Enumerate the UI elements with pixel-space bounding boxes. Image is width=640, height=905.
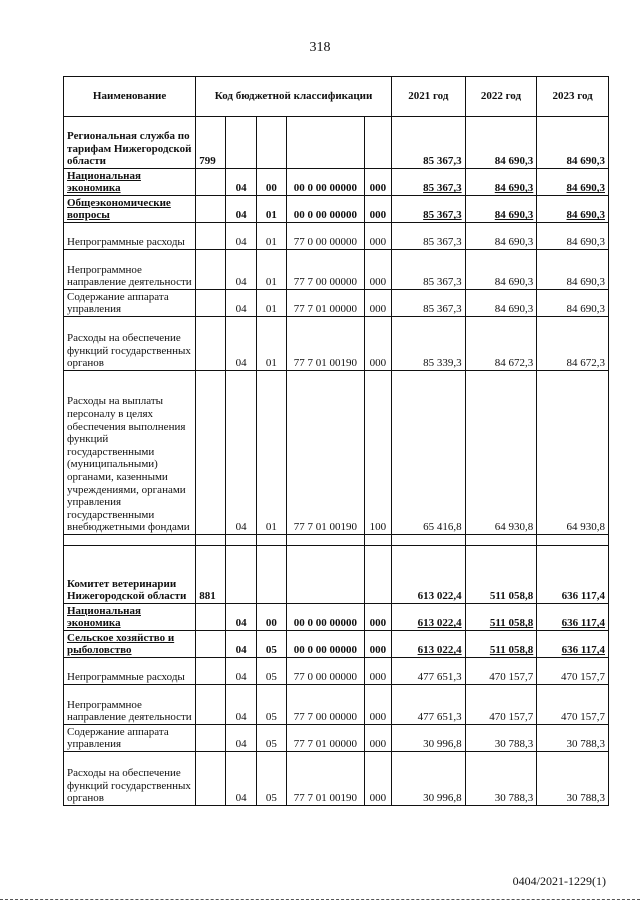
cell-v2023: 64 930,8	[537, 371, 609, 535]
cell-v2022: 84 690,3	[465, 196, 537, 223]
cell-rz: 04	[226, 631, 256, 658]
cell-gr	[196, 685, 226, 725]
cell-gr	[196, 317, 226, 371]
cell-rz: 04	[226, 604, 256, 631]
cell-csr: 77 7 01 00190	[287, 752, 365, 806]
cell-vr: 000	[364, 290, 391, 317]
cell-gr	[196, 290, 226, 317]
cell-v2021: 85 367,3	[391, 290, 465, 317]
cell-v2022: 84 690,3	[465, 169, 537, 196]
cell-vr: 000	[364, 658, 391, 685]
cell-csr: 00 0 00 00000	[287, 169, 365, 196]
cell-v2021: 85 367,3	[391, 223, 465, 250]
cell-name: Национальная экономика	[64, 604, 196, 631]
cell-pr: 05	[256, 752, 286, 806]
cell-v2022: 30 788,3	[465, 752, 537, 806]
cell-pr: 01	[256, 196, 286, 223]
cell-csr: 00 0 00 00000	[287, 631, 365, 658]
cell-gr	[196, 223, 226, 250]
cell-v2022: 511 058,8	[465, 604, 537, 631]
cell-name: Общеэкономические вопросы	[64, 196, 196, 223]
header-2021: 2021 год	[391, 77, 465, 117]
cell-rz: 04	[226, 752, 256, 806]
cell-v2023: 30 788,3	[537, 752, 609, 806]
table-row	[64, 631, 609, 658]
cell-pr: 05	[256, 631, 286, 658]
cell-v2023: 470 157,7	[537, 658, 609, 685]
cell-v2022: 84 690,3	[465, 223, 537, 250]
cell-pr	[256, 546, 286, 604]
cell-pr: 05	[256, 685, 286, 725]
cell-gr: 799	[196, 117, 226, 169]
cell-name: Расходы на обеспечение функций государственных органов	[64, 752, 196, 806]
cell-pr: 01	[256, 371, 286, 535]
cell-name: Региональная служба по тарифам Нижегородской области	[64, 117, 196, 169]
cell-pr: 01	[256, 223, 286, 250]
cell-vr	[364, 117, 391, 169]
cell-csr: 77 0 00 00000	[287, 658, 365, 685]
cell-v2022: 64 930,8	[465, 371, 537, 535]
cell-pr: 01	[256, 250, 286, 290]
cell-gr	[196, 169, 226, 196]
cell-v2021: 65 416,8	[391, 371, 465, 535]
cell-pr: 00	[256, 169, 286, 196]
cell-vr: 000	[364, 196, 391, 223]
cell-v2023: 636 117,4	[537, 546, 609, 604]
header-2023: 2023 год	[537, 77, 609, 117]
table-row	[64, 196, 609, 223]
cell-rz: 04	[226, 685, 256, 725]
page-number: 318	[309, 40, 331, 55]
cell-vr: 000	[364, 685, 391, 725]
table-row	[64, 290, 609, 317]
table-row	[64, 725, 609, 752]
cell-csr: 77 7 00 00000	[287, 685, 365, 725]
cell-gr	[196, 725, 226, 752]
cell-gr	[196, 196, 226, 223]
cell-vr: 100	[364, 371, 391, 535]
cell-gr	[196, 604, 226, 631]
cell-csr: 00 0 00 00000	[287, 196, 365, 223]
table-row	[64, 658, 609, 685]
cell-csr: 77 7 01 00000	[287, 290, 365, 317]
table-header-row	[64, 77, 609, 117]
cell-rz: 04	[226, 725, 256, 752]
cell-rz	[226, 117, 256, 169]
cell-pr: 01	[256, 317, 286, 371]
cell-name: Национальная экономика	[64, 169, 196, 196]
cell-v2023: 84 672,3	[537, 317, 609, 371]
cell-csr	[287, 546, 365, 604]
cell-rz: 04	[226, 317, 256, 371]
cell-pr: 01	[256, 290, 286, 317]
cell-v2021: 85 367,3	[391, 169, 465, 196]
budget-table	[63, 76, 609, 806]
cell-v2021: 613 022,4	[391, 604, 465, 631]
spacer-row	[64, 535, 609, 546]
table-row	[64, 250, 609, 290]
cell-vr: 000	[364, 223, 391, 250]
cell-v2023: 636 117,4	[537, 631, 609, 658]
cell-v2022: 511 058,8	[465, 631, 537, 658]
table-row	[64, 546, 609, 604]
cell-v2022: 470 157,7	[465, 685, 537, 725]
cell-v2021: 30 996,8	[391, 725, 465, 752]
cell-name: Непрограммные расходы	[64, 223, 196, 250]
table-row	[64, 752, 609, 806]
cell-csr: 77 7 00 00000	[287, 250, 365, 290]
document-code: 0404/2021-1229(1)	[512, 874, 606, 888]
cell-rz: 04	[226, 290, 256, 317]
cell-v2023: 84 690,3	[537, 117, 609, 169]
cell-gr	[196, 371, 226, 535]
cell-v2023: 84 690,3	[537, 169, 609, 196]
cell-v2022: 511 058,8	[465, 546, 537, 604]
cell-v2021: 85 339,3	[391, 317, 465, 371]
cell-v2022: 84 690,3	[465, 117, 537, 169]
cell-csr: 77 7 01 00000	[287, 725, 365, 752]
cell-vr: 000	[364, 752, 391, 806]
cell-csr: 00 0 00 00000	[287, 604, 365, 631]
cell-v2023: 84 690,3	[537, 223, 609, 250]
cell-v2022: 84 690,3	[465, 250, 537, 290]
cell-rz: 04	[226, 223, 256, 250]
cell-name: Содержание аппарата управления	[64, 290, 196, 317]
cell-csr: 77 7 01 00190	[287, 317, 365, 371]
cell-rz: 04	[226, 169, 256, 196]
table-row	[64, 117, 609, 169]
table-row	[64, 223, 609, 250]
cell-csr: 77 0 00 00000	[287, 223, 365, 250]
cell-gr	[196, 752, 226, 806]
cell-v2021: 613 022,4	[391, 631, 465, 658]
cell-rz	[226, 546, 256, 604]
cell-name: Непрограммные расходы	[64, 658, 196, 685]
cell-v2022: 84 672,3	[465, 317, 537, 371]
cell-pr	[256, 117, 286, 169]
table-row	[64, 604, 609, 631]
cell-v2021: 85 367,3	[391, 250, 465, 290]
cell-v2022: 470 157,7	[465, 658, 537, 685]
cell-rz: 04	[226, 250, 256, 290]
header-name: Наименование	[64, 77, 196, 117]
cell-name: Расходы на обеспечение функций государственных органов	[64, 317, 196, 371]
table-row	[64, 169, 609, 196]
cell-v2022: 30 788,3	[465, 725, 537, 752]
cell-name: Расходы на выплаты персоналу в целях обеспечения выполнения функций государственными (муниципальными) органами, казенными учреждениями, органами управления государственными внебюджетными фондами	[64, 371, 196, 535]
header-2022: 2022 год	[465, 77, 537, 117]
cell-pr: 05	[256, 658, 286, 685]
cell-rz: 04	[226, 196, 256, 223]
cell-v2023: 84 690,3	[537, 290, 609, 317]
cell-v2023: 636 117,4	[537, 604, 609, 631]
cell-name: Комитет ветеринарии Нижегородской области	[64, 546, 196, 604]
cell-v2022: 84 690,3	[465, 290, 537, 317]
cell-vr: 000	[364, 604, 391, 631]
cell-v2023: 30 788,3	[537, 725, 609, 752]
cell-gr	[196, 631, 226, 658]
cell-vr: 000	[364, 317, 391, 371]
table-row	[64, 317, 609, 371]
cell-v2023: 470 157,7	[537, 685, 609, 725]
cell-rz: 04	[226, 658, 256, 685]
cell-gr	[196, 658, 226, 685]
cell-csr: 77 7 01 00190	[287, 371, 365, 535]
cell-vr: 000	[364, 631, 391, 658]
cell-name: Сельское хозяйство и рыболовство	[64, 631, 196, 658]
cell-v2021: 85 367,3	[391, 196, 465, 223]
scan-edge-line	[0, 899, 640, 901]
cell-v2021: 477 651,3	[391, 658, 465, 685]
cell-name: Непрограммное направление деятельности	[64, 250, 196, 290]
cell-vr	[364, 546, 391, 604]
header-code: Код бюджетной классификации	[196, 77, 392, 117]
cell-pr: 05	[256, 725, 286, 752]
cell-vr: 000	[364, 250, 391, 290]
cell-v2021: 613 022,4	[391, 546, 465, 604]
cell-name: Непрограммное направление деятельности	[64, 685, 196, 725]
cell-gr	[196, 250, 226, 290]
cell-csr	[287, 117, 365, 169]
cell-v2021: 477 651,3	[391, 685, 465, 725]
cell-v2023: 84 690,3	[537, 196, 609, 223]
cell-pr: 00	[256, 604, 286, 631]
cell-v2021: 85 367,3	[391, 117, 465, 169]
table-row	[64, 685, 609, 725]
table-row	[64, 371, 609, 535]
cell-vr: 000	[364, 169, 391, 196]
cell-gr: 881	[196, 546, 226, 604]
cell-name: Содержание аппарата управления	[64, 725, 196, 752]
cell-vr: 000	[364, 725, 391, 752]
cell-v2023: 84 690,3	[537, 250, 609, 290]
cell-rz: 04	[226, 371, 256, 535]
cell-v2021: 30 996,8	[391, 752, 465, 806]
